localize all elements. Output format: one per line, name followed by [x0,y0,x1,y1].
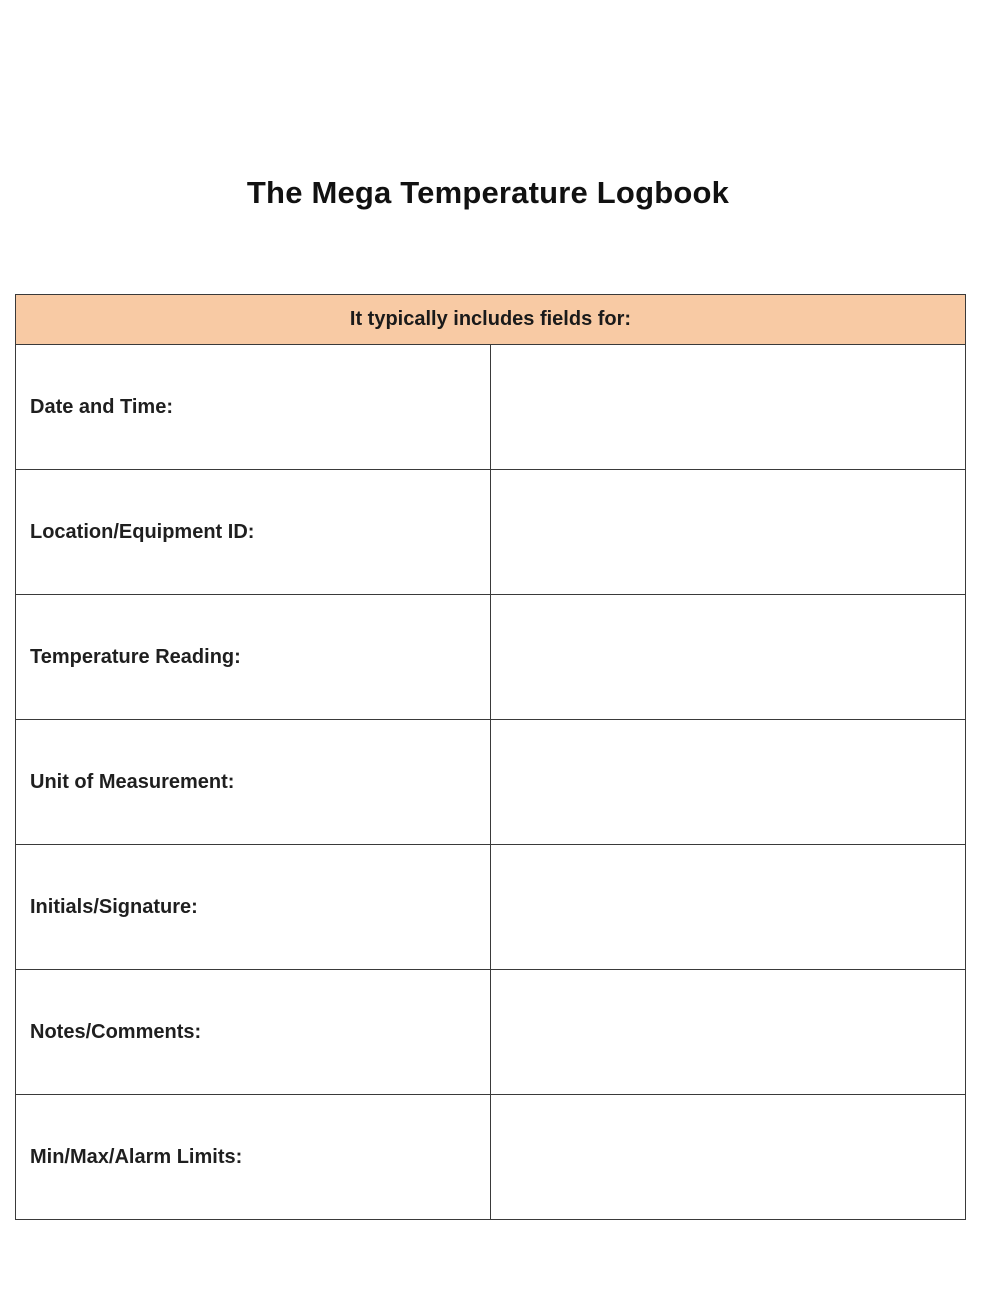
field-label-location-equipment-id: Location/Equipment ID: [16,470,491,595]
table-row [16,720,966,845]
field-label-notes-comments: Notes/Comments: [16,970,491,1095]
table-row [16,595,966,720]
table-header: It typically includes fields for: [16,295,966,345]
field-label-temperature-reading: Temperature Reading: [16,595,491,720]
field-value-min-max-alarm-limits[interactable] [491,1095,966,1220]
field-value-unit-of-measurement[interactable] [491,720,966,845]
table-row [16,470,966,595]
table-row [16,845,966,970]
field-value-date-time[interactable] [491,345,966,470]
field-label-unit-of-measurement: Unit of Measurement: [16,720,491,845]
table-row [16,970,966,1095]
logbook-table [15,294,966,1220]
table-header-row [16,295,966,345]
field-value-initials-signature[interactable] [491,845,966,970]
table-row [16,1095,966,1220]
table-row [16,345,966,470]
field-label-date-time: Date and Time: [16,345,491,470]
field-value-temperature-reading[interactable] [491,595,966,720]
field-label-initials-signature: Initials/Signature: [16,845,491,970]
field-label-min-max-alarm-limits: Min/Max/Alarm Limits: [16,1095,491,1220]
page-title: The Mega Temperature Logbook [246,175,730,210]
field-value-location-equipment-id[interactable] [491,470,966,595]
field-value-notes-comments[interactable] [491,970,966,1095]
